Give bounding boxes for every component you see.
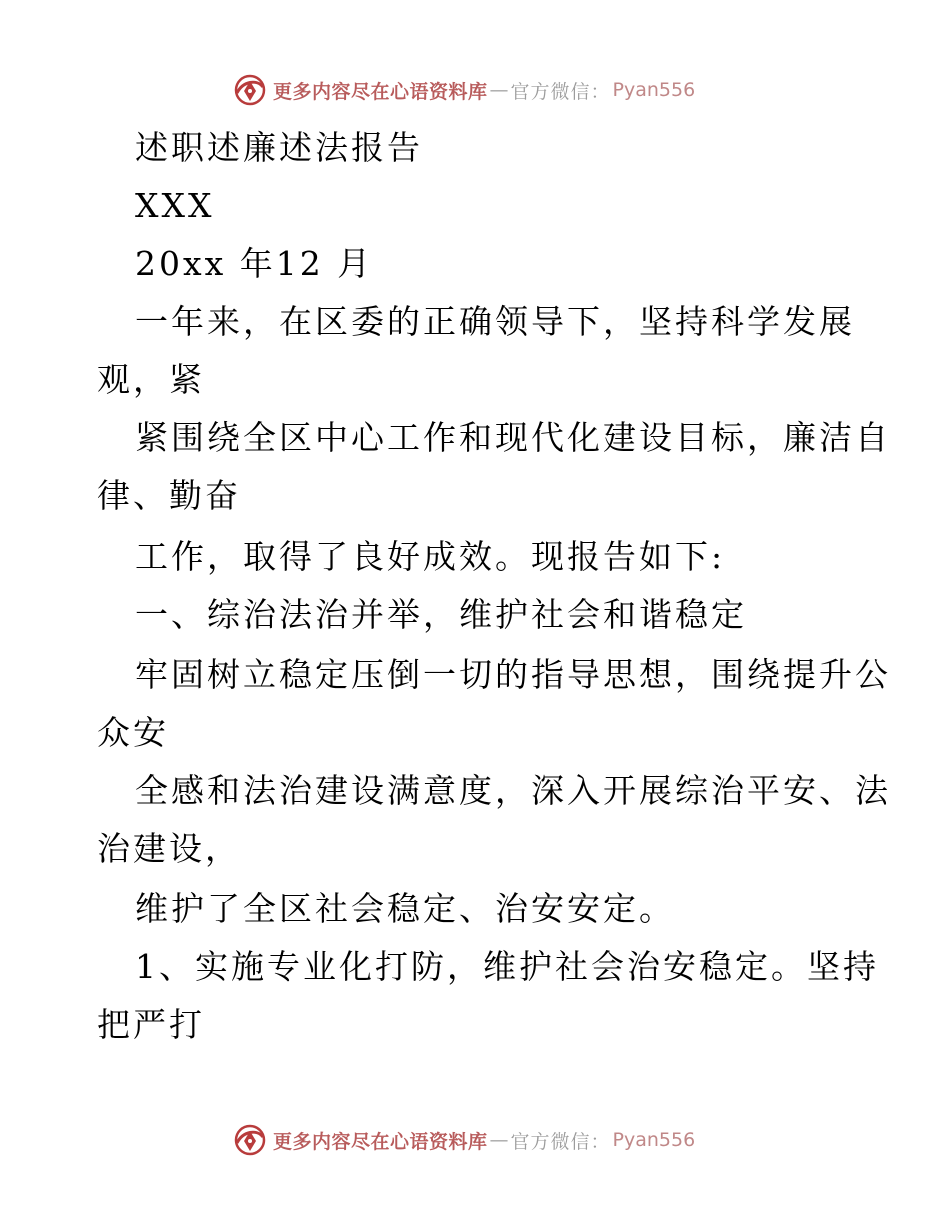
paragraph-line: 工作，取得了良好成效。现报告如下: xyxy=(135,537,726,576)
section-heading: 一、综治法治并举，维护社会和谐稳定 xyxy=(135,595,747,634)
banner-wechat-id: Pyan556 xyxy=(612,1129,696,1151)
paragraph-line: 治建设， xyxy=(97,829,241,868)
banner-separator: — xyxy=(489,1129,509,1151)
paragraph-line: 把严打 xyxy=(97,1005,205,1044)
paragraph-line: 一年来，在区委的正确领导下，坚持科学发展 xyxy=(135,302,855,341)
header-watermark-banner xyxy=(233,72,695,108)
footer-watermark-banner xyxy=(233,1122,695,1158)
banner-wechat-label: 官方微信： xyxy=(510,80,611,103)
paragraph-line: 观，紧 xyxy=(97,360,205,399)
paragraph-line: 全感和法治建设满意度，深入开展综治平安、法 xyxy=(135,771,891,810)
paragraph-line: 紧围绕全区中心工作和现代化建设目标，廉洁自 xyxy=(135,418,891,457)
pen-nib-circle-icon xyxy=(233,73,267,107)
document-title: 述职述廉述法报告 xyxy=(135,128,423,167)
banner-wechat-label: 官方微信： xyxy=(510,1130,611,1153)
paragraph-line: 众安 xyxy=(97,713,169,752)
banner-wechat-id: Pyan556 xyxy=(612,79,696,101)
document-date: 20xx 年12 月 xyxy=(135,244,374,283)
document-author: XXX xyxy=(135,186,215,225)
paragraph-line: 牢固树立稳定压倒一切的指导思想，围绕提升公 xyxy=(135,655,891,694)
banner-site-text: 更多内容尽在心语资料库 xyxy=(273,1130,488,1153)
paragraph-line: 维护了全区社会稳定、治安安定。 xyxy=(135,889,675,928)
pen-nib-circle-icon xyxy=(233,1123,267,1157)
banner-separator: — xyxy=(489,79,509,101)
subsection-heading: 1、实施专业化打防，维护社会治安稳定。坚持 xyxy=(135,947,879,986)
banner-site-text: 更多内容尽在心语资料库 xyxy=(273,80,488,103)
paragraph-line: 律、勤奋 xyxy=(97,476,241,515)
